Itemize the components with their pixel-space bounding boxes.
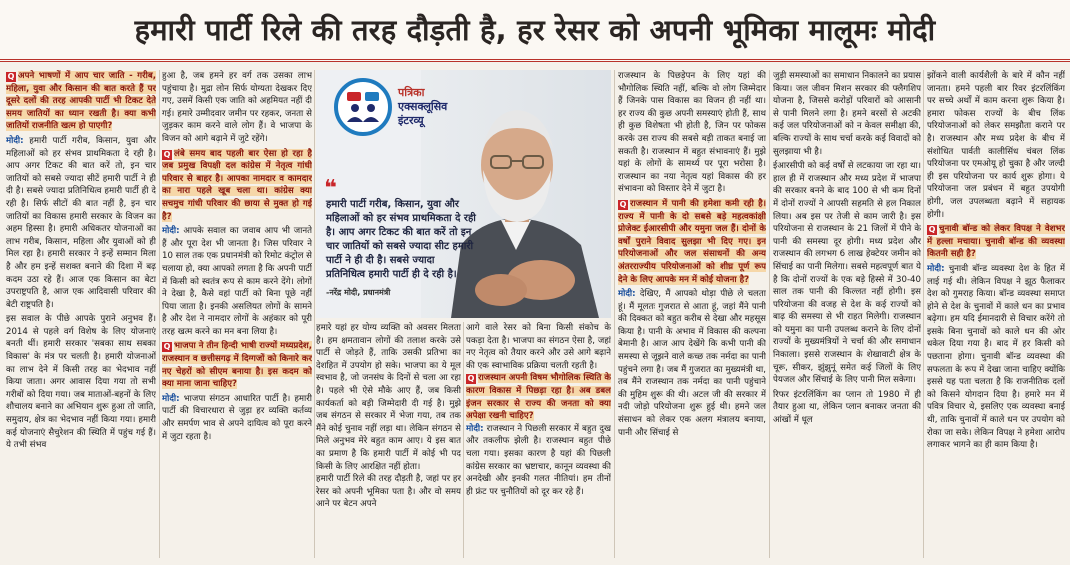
- badge-line-2: इंटरव्यू: [398, 114, 424, 127]
- answer-1: मोदी: हमारी पार्टी गरीब, किसान, युवा और महिलाओं को हर संभव प्राथमिकता दे रही है। आप अगर टिकट की बात करें तो, इन चार जातियों को सबसे ज्यादा सीटें हमारी पार्टी ने ही दी है। सबसे ज्यादा प्रतिनिधित्व हमारी पार्टी ही दे रही है। सिर्फ सीटों की बात नहीं है, इन चार जातियों का विकास हमारी सरकार के विजन का अहम हिस्सा है। हमारी अधिकतर योजनाओं का लाभ गरीब, किसान, महिला और युवाओं को ही मिल रहा है। हमारी सरकार ने इन्हें सम्मान मिला है और हम इन्हें सशक्त बनाने की दिशा में बढ़ कदम उठा रहे हैं। आज एक किसान का बेटा उपराष्ट्रपति है, आज एक आदिवासी परिवार की बेटी राष्ट्रपति है।: [6, 135, 156, 310]
- answer-2: मोदी: आपके सवाल का जवाब आप भी जानते हैं और पूरा देश भी जानता है। जिस परिवार ने 10 साल तक एक प्रधानमंत्री को रिमोट कंट्रोल से चलाया हो, क्या आपको लगता है कि अपनी पार्टी में किसी को स्वतंत्र रूप से काम करने देंगे। लोगों ने देखा है, कैसे वहां पार्टी को बिना पूछे नहीं पिया जाता है। इनकी असलियत लोगों के सामने है और देश ने नामदार लोगों के अहंकार को पूरी तरह खत्म करने का मन बना लिया है।: [162, 226, 312, 337]
- badge-line-1: एक्सक्लूसिव: [398, 100, 448, 113]
- question-icon: Q: [928, 225, 936, 235]
- paragraph: ईआरसीपी को कई वर्षों से लटकाया जा रहा था। हाल ही में राजस्थान और मध्य प्रदेश में भाजपा की सरकार बनने के बाद 100 से भी कम दिनों में दोनों राज्यों ने आपसी सहमति से हल निकाल लिया। अब इस पर तेजी से काम जारी है। इस परियोजना से राजस्थान के 21 जिलों में पीने के पानी की समस्या दूर होगी। मध्य प्रदेश और राजस्थान की लगभग 6 लाख हेक्टेयर जमीन को सिंचाई का पानी मिलेगा। सबसे महत्वपूर्ण बात ये है कि दोनों राज्यों के एक बड़े हिस्से में 30-40 साल तक पानी की किल्लत नहीं होगी। इस परियोजना की वजह से देश के कई राज्यों को बाढ़ की समस्या से भी राहत मिलेगी। राजस्थान को यमुना का पानी उपलब्ध कराने के लिए दोनों राज्यों के मुख्यमंत्रियों ने चर्चा की और समाधान निकाला। इससे राजस्थान के शेखावाटी क्षेत्र के चूरू, सीकर, झुंझुनूं समेत कई जिलों के लिए पेयजल और सिंचाई के लिए पानी मिल सकेगा।: [773, 161, 921, 386]
- answer-3: मोदी: भाजपा संगठन आधारित पार्टी है। हमारी पार्टी की विचारधारा से जुड़ा हर व्यक्ति कर्तव्य और समर्पण भाव से अपने दायित्व को पूरा करने में जुटा रहता है।: [162, 393, 312, 442]
- question-icon: Q: [163, 342, 171, 352]
- question-icon: Q: [619, 199, 627, 209]
- answer-1-continued: इस सवाल के पीछे आपके पुराने अनुभव हैं। 2014 से पहले वर्ग विशेष के लिए योजनाएं बनती थीं। हमारी सरकार 'सबका साथ सबका विकास' के मंत्र पर चलती है। हमारी योजनाओं का लाभ देने में किसी तरह का भेदभाव नहीं किया जाता। अगर आवास दिया गया तो सभी गरीबों को दिया गया। जब माताओं-बहनों के लिए शौचालय बनाने का अभियान शुरू हुआ तो जाति, समुदाय, क्षेत्र का भेदभाव नहीं किया गया। हमारी कई योजनाएं सैचुरेशन की स्थिति में पहुंच गई हैं। ये तभी संभव: [6, 314, 156, 451]
- paragraph: रिफर इंटरलिंकिंग का प्लान तो 1980 में ही तैयार हुआ था, लेकिन प्लान बनाकर जनता की आंखों में धूल: [773, 389, 921, 426]
- paragraph: आगे वाले रेसर को बिना किसी संकोच के पकड़ा देता है। भाजपा का संगठन ऐसा है, जहां नए नेतृत्व को तैयार करने और उसे आगे बढ़ाने की एक स्वाभाविक प्रक्रिया चलती रहती है।: [466, 323, 611, 371]
- interview-icon: [343, 90, 383, 124]
- question-2: Q लंबे समय बाद पहली बार ऐसा हो रहा है जब प्रमुख विपक्षी दल कांग्रेस में नेतृत्व गांधी परिवार से बाहर है। आपका नामदार व कामदार का नारा पहले खूब चला था। कांग्रेस क्या सचमुच गांधी परिवार की छाया से मुक्त हो गई है?: [162, 148, 312, 222]
- pull-quote-attribution: -नरेंद्र मोदी, प्रधानमंत्री: [326, 288, 391, 297]
- brand-name: पत्रिका: [398, 86, 425, 99]
- question-icon: Q: [163, 149, 171, 159]
- exclusive-badge: [334, 78, 447, 136]
- column-5: [618, 70, 766, 558]
- question-6: Q चुनावी बॉन्ड को लेकर विपक्ष ने वेशभर में हल्ला मचाया। चुनावी बॉन्ड की व्यवस्था कितनी सही है?: [927, 224, 1065, 260]
- badge-text: [398, 86, 447, 128]
- paragraph: हुआ है, जब हमने हर वर्ग तक उसका लाभ पहुंचाया है। मुद्रा लोन सिर्फ योग्यता देखकर दिए गए, उसमें किसी एक जाति को अहमियत नहीं दी गई। हमारे उम्मीदवार जमीन पर रहकर, जनता से जुड़कर काम करने वाले लोग हैं। वे भाजपा के विजन को आगे बढ़ाने में जुटे रहेंगे।: [162, 71, 312, 144]
- column-divider: [159, 70, 160, 558]
- question-icon: Q: [467, 374, 475, 384]
- answer-6: मोदी: चुनावी बॉन्ड व्यवस्था देश के हित में लाई गई थी। लेकिन विपक्ष ने झूठ फैलाकर देश को गुमराह किया। बॉन्ड व्यवस्था समाप्त होने से देश के चुनावों में काले धन का प्रभाव बढ़ेगा। हम यदि ईमानदारी से विचार करेंगे तो इसके बिना चुनावों को काले धन की ओर धकेल दिया गया है। बाद में हर किसी को पछताना होगा। चुनावी बॉन्ड व्यवस्था की सफलता के रूप में देखा जाना चाहिए क्योंकि इससे यह पता चलता है कि राजनीतिक दलों को किसने योगदान दिया है। हमारे मन में पवित्र विचार थे, इसलिए एक व्यवस्था बनाई थी, ताकि चुनावों में काले धन पर उपयोग को रोका जा सके। लेकिन विपक्ष ने हमेशा आरोप लगाकर भागने का ही काम किया है।: [927, 263, 1065, 451]
- question-3: Q भाजपा ने तीन हिन्दी भाषी राज्यों मध्यप्रदेश, राजस्थान व छत्तीसगढ़ में दिग्गजों को किनारे कर नए चेहरों को सीएम बनाया है। इस कदम को क्या माना जाना चाहिए?: [162, 341, 312, 390]
- paragraph: झोंकने वाली कार्यशैली के बारे में कौन नहीं जानता। हमने पहली बार रिवर इंटरलिंकिंग पर सच्चे अर्थों में काम करना शुरू किया है। हमारा फोकस राज्यों के बीच लिंक परियोजनाओं को लेकर समझौता कराने पर है। राजस्थान और मध्य प्रदेश के बीच में संशोधित पार्वती कालीसिंध चंबल लिंक परियोजना पर एमओयू हो चुका है और जल्दी ही इस परियोजना पर कार्य शुरू होगा। ये परियोजना जल प्रबंधन में बहुत उपयोगी होगी, जल उपलब्धता बढ़ाने में सहायक होगी।: [927, 71, 1065, 220]
- column-divider: [463, 322, 464, 558]
- headline-banner: [0, 0, 1070, 62]
- paragraph: राजस्थान के पिछड़ेपन के लिए यहां की भौगोलिक स्थिति नहीं, बल्कि वो लोग जिम्मेदार हैं जिनके पास विकास का विजन ही नहीं था। हर राज्य की कुछ अपनी समस्याएं होती हैं, साथ ही कुछ विशेषता भी होती है, जिन पर फोकस करके उस राज्य की सबसे बड़ी ताकत बनाई जा सकती है। राजस्थान में बहुत संभावनाएं हैं। मुझे यहां के लोगों के सामर्थ्य पर पूरा भरोसा है। राजस्थान का नया नेतृत्व यहां विकास की हर संभावना को विस्तार देने में जुटा है।: [618, 71, 766, 195]
- column-divider: [923, 70, 924, 558]
- paragraph: हमारी पार्टी रिले की तरह दौड़ती है, जहां पर हर रेसर को अपनी भूमिका पता है। और वो समय आने पर बेटन अपने: [316, 474, 461, 510]
- column-divider: [614, 70, 615, 558]
- paragraph: जुड़ी समस्याओं का समाधान निकालने का प्रयास किया। जल जीवन मिशन सरकार की फ्लैगशिप योजना है, जिससे करोड़ों परिवारों को आसानी से पानी मिलने लगा है। हमने बरसों से अटकी कई जल परियोजनाओं को न केवल समीक्षा की, बल्कि राज्यों के साथ चर्चा करके कई विवादों को सुलझाया भी है।: [773, 71, 921, 157]
- quote-mark-icon: ❝: [324, 176, 337, 201]
- question-icon: Q: [7, 72, 15, 81]
- pull-quote: [324, 176, 476, 300]
- question-5: Q राजस्थान में पानी की हमेशा कमी रही है। राज्य में पानी के दो सबसे बड़े महत्वकांक्षी प्रोजेक्ट ईआरसीपी और यमुना जल हैं। दोनों के वर्षों पुराने विवाद सुलझा भी दिए गए। इन परियोजनाओं और जल संसाधनों की अन्य अंतरराज्यीय परियोजनाओं को शीघ्र पूर्ण रूप देने के लिए आपके मन में कोई योजना है?: [618, 198, 766, 285]
- column-4: [466, 322, 611, 558]
- question-1: Q अपने भाषणों में आप चार जाति - गरीब, महिला, युवा और किसान की बात करते हैं पर दूसरे दलों की तरह आपकी पार्टी भी टिकट देते समय जातियों का ध्यान रखती है। क्या कभी जातियों राजनीति खत्म हो पाएगी?: [6, 71, 156, 132]
- pull-quote-text: हमारी पार्टी गरीब, किसान, युवा और महिलाओं को हर संभव प्राथमिकता दे रही है। आप अगर टिकट की बात करें तो इन चार जातियों को सबसे ज्यादा सीट हमारी पार्टी ने ही दी है। सबसे ज्यादा प्रतिनिधित्व हमारी पार्टी ही दे रही है।: [326, 199, 476, 280]
- feature-photo-block: [316, 70, 611, 318]
- column-1: [6, 70, 156, 558]
- column-3: [316, 322, 461, 558]
- column-2: [162, 70, 312, 558]
- interview-logo: [334, 78, 392, 136]
- paragraph: हमारे यहां हर योग्य व्यक्ति को अवसर मिलता है। हम क्षमतावान लोगों की तलाश करके उसे पार्टी से जोड़ते हैं, ताकि उसकी प्रतिभा का देशहित में उपयोग हो सके। भाजपा का ये मूल स्वभाव है, जो जनसंघ के दिनों से चला आ रहा है। पहले भी ऐसे मौके आए हैं, जब किसी कार्यकर्ता को बड़ी जिम्मेदारी दी गई है। मुझे जब संगठन से सरकार में भेजा गया, तब तक मैंने कोई चुनाव नहीं लड़ा था। लेकिन संगठन से मिले अनुभव मेरे बहुत काम आए। ये इस बात का प्रमाण है कि हमारी पार्टी में कोई भी पद किसी के लिए आरक्षित नहीं होता।: [316, 323, 461, 472]
- headline: हमारी पार्टी रिले की तरह दौड़ती है, हर रेसर को अपनी भूमिका मालूमः मोदी: [134, 13, 936, 47]
- column-7: [927, 70, 1065, 558]
- column-divider: [314, 70, 315, 558]
- column-6: [773, 70, 921, 558]
- answer-4: मोदी: राजस्थान ने पिछली सरकार में बहुत दुख और तकलीफ झेली है। राजस्थान बहुत पीछे चला गया। इसका कारण है यहां की पिछली कांग्रेस सरकार का भ्रष्टाचार, कानून व्यवस्था की अनदेखी और इनकी गलत नीतियां। हम तीनों ही फ्रंट पर चुनौतियों को दूर कर रहे हैं।: [466, 423, 611, 497]
- column-divider: [769, 70, 770, 558]
- question-4: Q राजस्थान अपनी विषम भौगोलिक स्थिति के कारण विकास में पिछड़ा रहा है। अब डबल इंजन सरकार से राज्य की जनता को क्या अपेक्षा रखनी चाहिए?: [466, 373, 611, 422]
- answer-5: मोदी: देखिए, मैं आपको थोड़ा पीछे ले चलता हूं। मैं मूलतः गुजरात से आता हूं, जहां मैंने पानी की दिक्कत को बहुत करीब से देखा और महसूस किया है। पानी के अभाव में विकास की कल्पना बेमानी है। आज आप देखेंगे कि कभी पानी की समस्या से जूझने वाले कच्छ तक नर्मदा का पानी पहुंचने लगा है। जब मैं गुजरात का मुख्यमंत्री था, तब मैंने राजस्थान तक नर्मदा का पानी पहुंचाने की मुहिम शुरू की थी। अटल जी की सरकार में नदी जोड़ो परियोजना शुरू हुई थी। हमने जल संसाधन को लेकर एक अलग मंत्रालय बनाया, पानी और सिंचाई से: [618, 289, 766, 438]
